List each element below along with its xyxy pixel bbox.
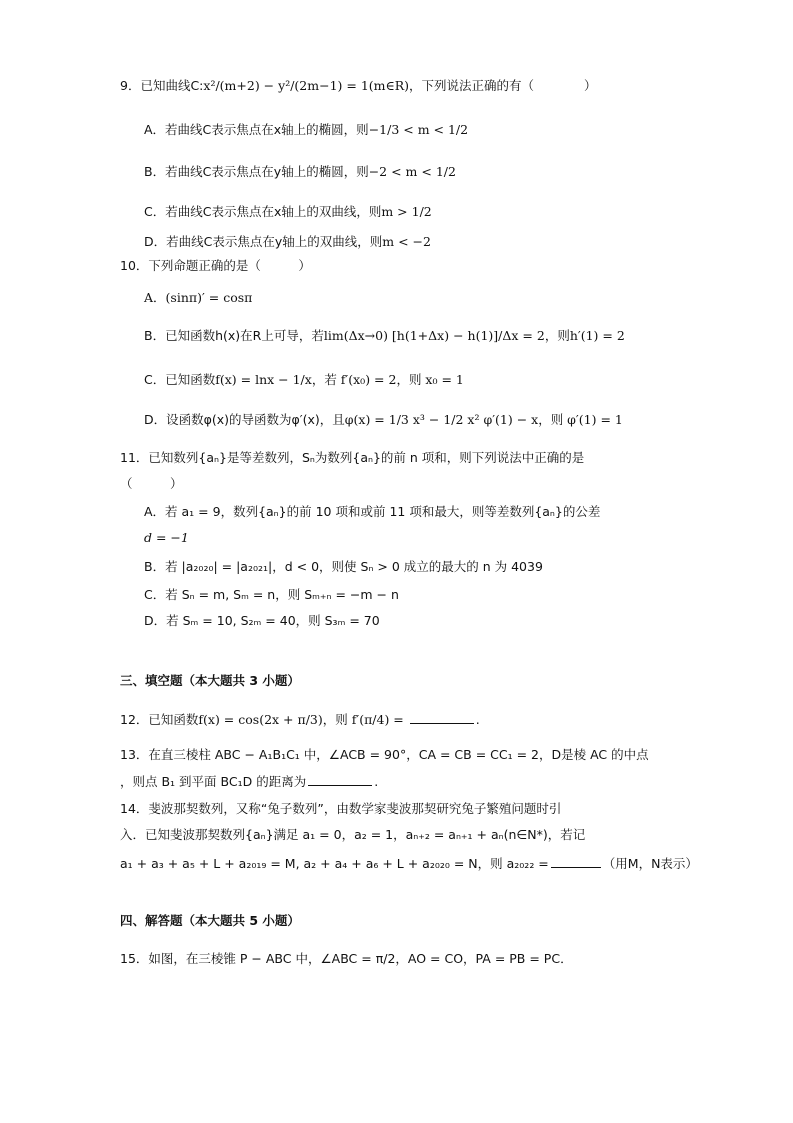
q10-option-d-text: D．设函数φ(x)的导函数为φ′(x)，且 <box>144 412 345 427</box>
q11-option-c: C．若 Sₙ = m, Sₘ = n，则 Sₘ₊ₙ = −m − n <box>144 587 399 602</box>
q9-option-b <box>144 162 456 182</box>
q10-option-a <box>144 288 252 308</box>
q10-option-a-text: A．(sinπ)′ = cosπ <box>144 290 253 305</box>
q10-stem: 10．下列命题正确的是（ ） <box>120 258 311 273</box>
q9-option-b-text: B．若曲线C表示焦点在y轴上的椭圆，则 <box>144 164 369 179</box>
q9-option-a-math: −1/3 < m < 1/2 <box>368 122 469 137</box>
q9-option-d-math: m < −2 <box>382 234 431 249</box>
q13-answer-blank <box>308 771 372 786</box>
q10-option-c-text: C．已知函数 <box>144 372 216 387</box>
q14-line3 <box>120 853 698 874</box>
q10-option-b <box>144 326 625 346</box>
q10-option-b-math: lim(Δx→0) [h(1+Δx) − h(1)]/Δx = 2，则h′(1) = 2 <box>323 328 625 343</box>
q13-line2-text: ，则点 B₁ 到平面 BC₁D 的距离为 <box>120 774 307 789</box>
q11-option-d: D．若 Sₘ = 10, S₂ₘ = 40，则 S₃ₘ = 70 <box>144 613 380 628</box>
q15: 15．如图，在三棱锥 P − ABC 中，∠ABC = π/2，AO = CO，PA = PB = PC． <box>120 951 573 966</box>
q11-option-a-math: d = −1 <box>144 530 189 545</box>
q13-line2 <box>120 771 378 792</box>
q14-end: （用M，N表示） <box>602 856 698 871</box>
q9-option-b-math: −2 < m < 1/2 <box>368 164 456 179</box>
q9-stem-text: 9．已知曲线C: <box>120 78 204 93</box>
q9-option-d-text: D．若曲线C表示焦点在y轴上的双曲线，则 <box>144 234 383 249</box>
q14-line1: 14．斐波那契数列，又称“兔子数列”，由数学家斐波那契研究兔子繁殖问题时引 <box>120 801 562 816</box>
q12-math: f(x) = cos(2x + π/3)，则 f′(π/4) = <box>198 712 404 727</box>
q11-stem: 11．已知数列{aₙ}是等差数列，Sₙ为数列{aₙ}的前 n 项和，则下列说法中正确的是 <box>120 450 585 465</box>
q11-option-a: A．若 a₁ = 9，数列{aₙ}的前 10 项和或前 11 项和最大，则等差数列{aₙ}的公差 <box>144 504 601 519</box>
q11-option-a-cont <box>144 528 189 548</box>
section-3-heading: 三、填空题（本大题共 3 小题） <box>120 673 300 688</box>
q13-end: . <box>374 774 379 789</box>
q14-line2: 入．已知斐波那契数列{aₙ}满足 a₁ = 0，a₂ = 1，aₙ₊₂ = aₙ₊₁ + aₙ(n∈N*)，若记 <box>120 827 586 842</box>
q9-option-d <box>144 232 431 252</box>
q9-option-c-text: C．若曲线C表示焦点在x轴上的双曲线，则 <box>144 204 382 219</box>
q9-option-c <box>144 202 432 222</box>
q11-stem-paren: （ ） <box>120 476 183 491</box>
q10-option-d <box>144 410 623 430</box>
q14-answer-blank <box>551 853 601 868</box>
q9-option-c-math: m > 1/2 <box>381 204 432 219</box>
section-4-heading: 四、解答题（本大题共 5 小题） <box>120 913 300 928</box>
q12-answer-blank <box>410 709 474 724</box>
q14-line3-text: a₁ + a₃ + a₅ + L + a₂₀₁₉ = M, a₂ + a₄ + a₆ + L + a₂₀₂₀ = N，则 a₂₀₂₂ = <box>120 856 549 871</box>
q12-text: 12．已知函数 <box>120 712 199 727</box>
q13-line1: 13．在直三棱柱 ABC − A₁B₁C₁ 中，∠ACB = 90°，CA = CB = CC₁ = 2，D是棱 AC 的中点 <box>120 747 649 762</box>
q10-option-b-text: B．已知函数h(x)在R上可导，若 <box>144 328 324 343</box>
q10-option-d-math: φ(x) = 1/3 x³ − 1/2 x² φ′(1) − x，则 φ′(1) = 1 <box>344 412 623 427</box>
q10-option-c <box>144 370 464 390</box>
q9-stem <box>120 76 597 96</box>
q9-stem-tail: ，下列说法正确的有（ ） <box>409 78 597 93</box>
q9-option-a <box>144 120 468 140</box>
q9-option-a-text: A．若曲线C表示焦点在x轴上的椭圆，则 <box>144 122 369 137</box>
q10-option-c-math: f(x) = lnx − 1/x，若 f′(x₀) = 2，则 x₀ = 1 <box>215 372 464 387</box>
q9-equation: x²/(m+2) − y²/(2m−1) = 1(m∈R) <box>203 78 410 93</box>
q11-option-b: B．若 |a₂₀₂₀| = |a₂₀₂₁|，d < 0，则使 Sₙ > 0 成立的最大的 n 为 4039 <box>144 559 543 574</box>
q12 <box>120 709 480 730</box>
q12-end: . <box>475 712 480 727</box>
